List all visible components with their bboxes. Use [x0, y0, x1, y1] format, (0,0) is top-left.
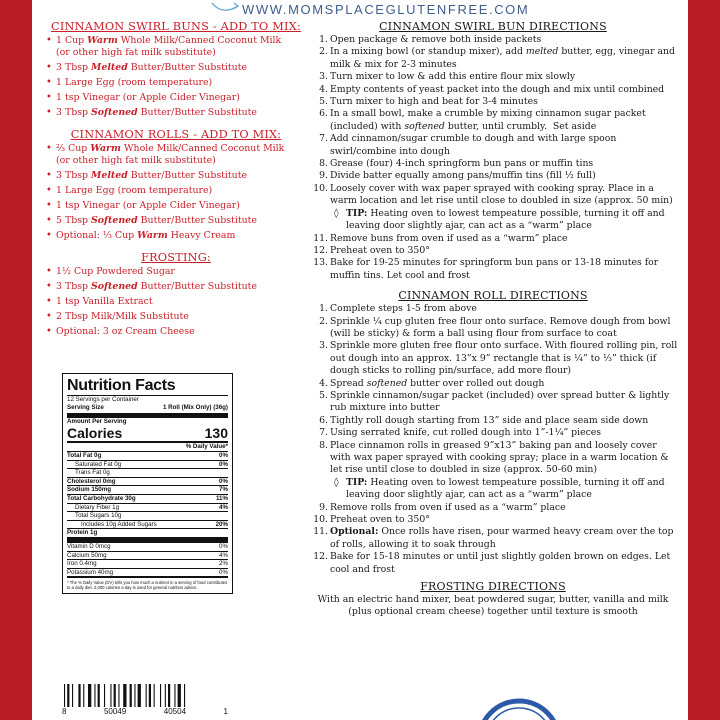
list-item: • 1 Large Egg (room temperature): [46, 185, 306, 197]
list-item: • 1 tsp Vinegar (or Apple Cider Vinegar): [46, 200, 306, 212]
vitamin-row: Calcium 50mg 4%: [67, 551, 228, 559]
nutrient-row: Total Fat 0g 0%: [67, 452, 228, 459]
tip-note: ◊ TIP: Heating oven to lowest tempeature possible, turning it off and leaving door slightly ajar, can act as a “warm” place: [334, 207, 665, 232]
nutrition-facts-panel: Nutrition Facts 12 Servings per Container Serving Size 1 Roll (Mix Only) (36g) Amount Per Serving Calories 130 % Daily Value* Total Fat 0g 0% Saturated Fat 0g 0% Trans Fat 0g Cholesterol 0mg 0% Sodium 150mg 7% Total Carbohydrate 30g 11% Dietary Fiber 1g 4% Total Sugars 10g Includes 10g Added Sugars 20% Protein 1g Vitamin D 0mcg 0% Calcium 50mg 4% Iron 0.4mg 2% Potassium 40mg 0% * The % Daily Value (DV) tells you how much a nutrient in a serving of food contributes to a daily diet. 2,000 calories a day is used for general nutrition advice.: [62, 373, 233, 594]
list-item: • Optional: 3 oz Cream Cheese: [46, 326, 306, 338]
swirl-directions-title: CINNAMON SWIRL BUN DIRECTIONS: [379, 20, 607, 33]
diamond-icon: ◊: [334, 207, 339, 219]
nutrition-title: Nutrition Facts: [67, 377, 228, 396]
list-item: 12. Preheat oven to 350°: [313, 244, 430, 256]
list-item: 4. Empty contents of yeast packet into the dough and mix until combined: [319, 83, 665, 95]
list-item: 4. Spread softened butter over rolled out dough: [319, 377, 545, 389]
list-item: • 1 Large Egg (room temperature): [46, 77, 306, 89]
list-item: • 1 tsp Vinegar (or Apple Cider Vinegar): [46, 92, 306, 104]
list-item: 8. Grease (four) 4-inch springform bun pans or muffin tins: [319, 158, 594, 170]
list-item: 9. Divide batter equally among pans/muffin tins (fill ½ full): [319, 170, 596, 182]
list-item: • 1 tsp Vanilla Extract: [46, 296, 306, 308]
list-item: 13. Bake for 19-25 minutes for springform bun pans or 13-18 minutes for muffin tins. Let cool and frost: [313, 257, 659, 281]
list-item: 2. In a mixing bowl (or standup mixer), add melted butter, egg, vinegar and milk & mix for 2-3 minutes: [319, 46, 675, 70]
list-item: 1. Open package & remove both inside packets: [319, 34, 542, 45]
list-item: 8. Place cinnamon rolls in greased 9”x13” baking pan and loosely cover with wax paper sprayed with cooking spray; place in a warm location & let rise until close to doubled in size (approx. 50-60 min): [319, 439, 669, 476]
list-item: • 3 Tbsp Softened Butter/Butter Substitute: [46, 281, 306, 293]
website-url[interactable]: WWW.MOMSPLACEGLUTENFREE.COM: [242, 2, 530, 17]
barcode-digits: 8 50049 40504 1: [62, 707, 228, 716]
list-item: 10. Loosely cover with wax paper sprayed with cooking spray. Place in a warm location and let rise until close to doubled in size (approx. 50 min): [313, 182, 673, 207]
list-item: 1. Complete steps 1-5 from above: [319, 303, 477, 315]
list-item: 11. Remove buns from oven if used as a “warm” place: [313, 232, 568, 244]
list-item: 5. Sprinkle cinnamon/sugar packet (included) over spread butter & lightly rub mixture into butter: [319, 389, 670, 414]
diamond-icon: ◊: [334, 476, 339, 488]
nutrient-row: Saturated Fat 0g 0%: [67, 460, 228, 469]
ingredients-column: [46, 20, 306, 341]
nutrient-row: Total Carbohydrate 30g 11%: [67, 494, 228, 502]
list-item: 11. Optional: Once rolls have risen, pour warmed heavy cream over the top of rolls, allowing it to soak through: [313, 526, 674, 550]
arrow-icon: [210, 1, 240, 13]
list-item: 2. Sprinkle ¼ cup gluten free flour onto surface. Remove dough from bowl (will be sticky) & form a ball using flour from surface to coat: [319, 315, 671, 339]
list-item: 7. Add cinnamon/sugar crumble to dough and with large spoon swirl/combine into dough: [319, 133, 617, 157]
nutrient-row: Dietary Fiber 1g 4%: [67, 503, 228, 512]
frosting-ingredients-list: [46, 266, 306, 338]
swirl-directions-list: [308, 34, 678, 208]
nutrient-rows: [67, 451, 228, 537]
list-item: • ⅔ Cup Warm Whole Milk/Canned Coconut Milk (or other high fat milk substitute): [46, 143, 306, 167]
nutrient-row: Total Sugars 10g: [67, 511, 228, 520]
roll-ingredients-title: CINNAMON ROLLS - ADD TO MIX:: [70, 128, 282, 141]
frosting-title: FROSTING:: [141, 251, 211, 264]
roll-directions-list: [308, 303, 678, 477]
list-item: 5. Turn mixer to high and beat for 3-4 minutes: [319, 96, 538, 108]
list-item: • 2 Tbsp Milk/Milk Substitute: [46, 311, 306, 323]
list-item: 12. Bake for 15-18 minutes or until just slightly golden brown on edges. Let cool and frost: [313, 551, 671, 575]
list-item: 10. Preheat oven to 350°: [313, 514, 430, 526]
list-item: • 1½ Cup Powdered Sugar: [46, 266, 306, 278]
vitamin-row: Iron 0.4mg 2%: [67, 560, 228, 568]
roll-ingredients-list: [46, 143, 306, 242]
directions-column: [308, 20, 678, 619]
vitamin-rows: [67, 542, 228, 576]
list-item: 6. In a small bowl, make a crumble by mixing cinnamon sugar packet (included) with softened butter, until crumbly. Set aside: [319, 108, 646, 132]
swirl-ingredients-title: CINNAMON SWIRL BUNS - ADD TO MIX:: [51, 20, 301, 33]
list-item: • 3 Tbsp Melted Butter/Butter Substitute: [46, 62, 306, 74]
list-item: • 3 Tbsp Melted Butter/Butter Substitute: [46, 170, 306, 182]
list-item: 9. Remove rolls from oven if used as a “warm” place: [319, 501, 566, 513]
list-item: 3. Sprinkle more gluten free flour onto surface. With floured rolling pin, roll out dough into an approx. 13”x 9” rectangle that is ¼” to ⅓” thick (if dough sticks to rolling pin/surface, add more flour): [319, 340, 678, 377]
nutrient-row: Protein 1g: [67, 528, 228, 537]
list-item: • 1 Cup Warm Whole Milk/Canned Coconut Milk (or other high fat milk substitute): [46, 35, 306, 59]
list-item: 6. Tightly roll dough starting from 13” side and place seam side down: [319, 414, 649, 426]
logo-badge-icon: [476, 695, 562, 720]
list-item: • 3 Tbsp Softened Butter/Butter Substitute: [46, 107, 306, 119]
tip-note: ◊ TIP: Heating oven to lowest tempeature possible, turning it off and leaving door slightly ajar, can act as a “warm” place: [334, 476, 665, 501]
nutrient-row: Cholesterol 0mg 0%: [67, 477, 228, 485]
roll-directions-title: CINNAMON ROLL DIRECTIONS: [398, 289, 588, 303]
list-item: • Optional: ⅓ Cup Warm Heavy Cream: [46, 230, 306, 242]
list-item: 7. Using serrated knife, cut rolled dough into 1”-1¼” pieces: [319, 427, 602, 439]
frosting-directions-title: FROSTING DIRECTIONS: [420, 580, 566, 594]
frosting-directions-text: With an electric hand mixer, beat powdered sugar, butter, vanilla and milk (plus optional cream cheese) together until texture is smooth: [317, 594, 669, 618]
swirl-ingredients-list: [46, 35, 306, 119]
label-panel: [32, 0, 688, 720]
nutrient-row: Trans Fat 0g: [67, 468, 228, 477]
nutrient-row: Includes 10g Added Sugars 20%: [67, 520, 228, 529]
calories-row: Calories 130: [67, 425, 228, 441]
vitamin-row: Vitamin D 0mcg 0%: [67, 542, 228, 550]
nutrient-row: Sodium 150mg 7%: [67, 486, 228, 494]
vitamin-row: Potassium 40mg 0%: [67, 568, 228, 576]
list-item: 3. Turn mixer to low & add this entire flour mix slowly: [319, 71, 576, 83]
list-item: • 5 Tbsp Softened Butter/Butter Substitute: [46, 215, 306, 227]
